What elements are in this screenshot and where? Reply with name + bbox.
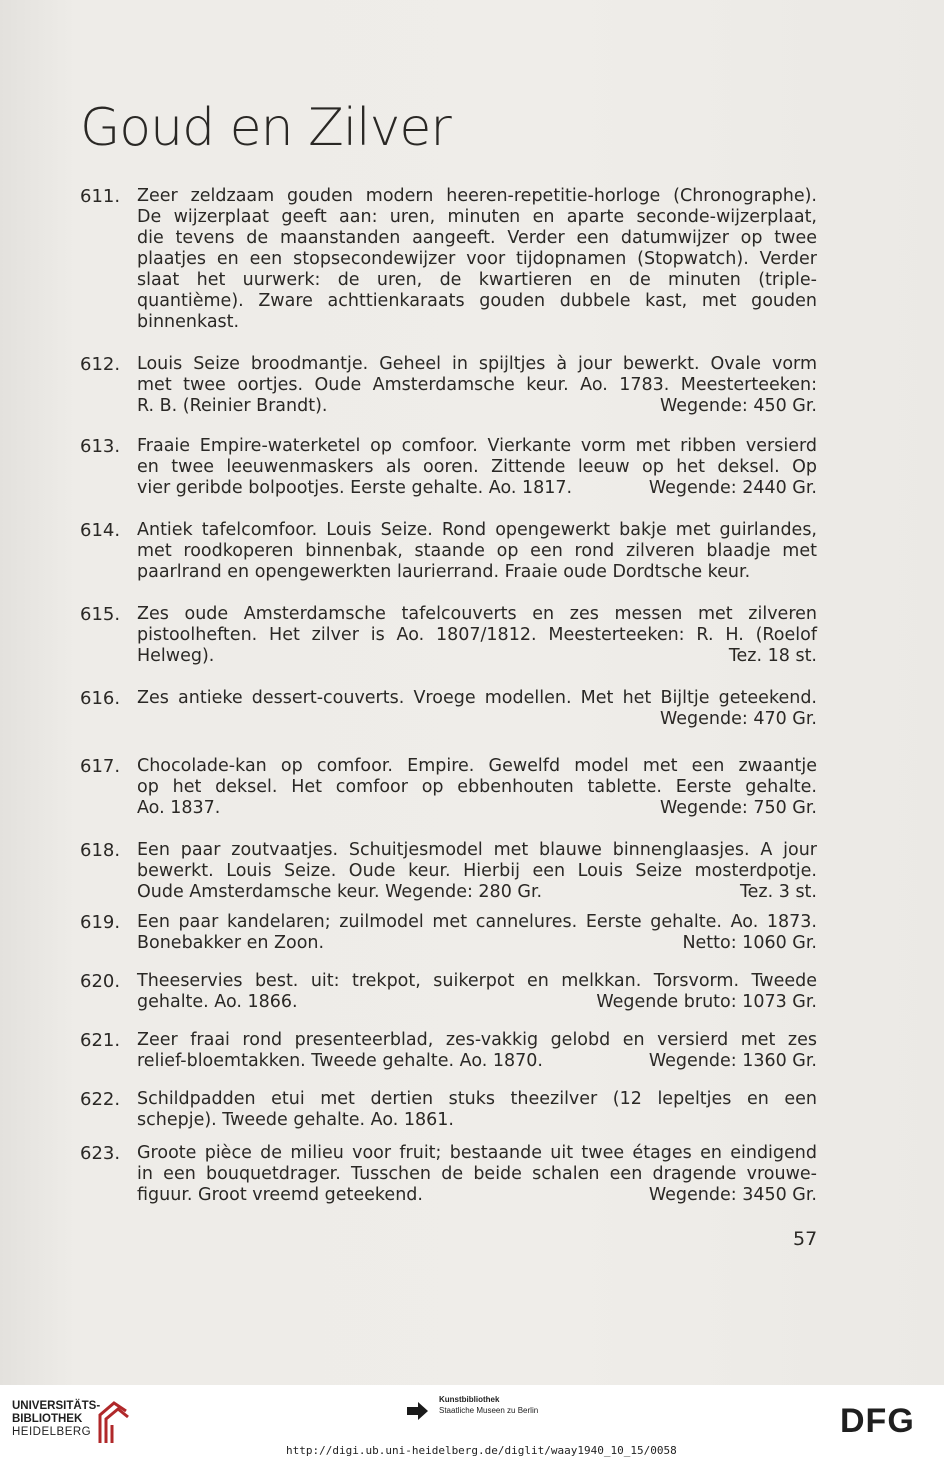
entry-number: 623.	[80, 1143, 121, 1164]
entry-number: 616.	[80, 688, 121, 709]
university-library-label	[12, 1400, 100, 1439]
entry-text-line: De wijzerplaat geeft aan: uren, minuten en aparte seconde-wijzerplaat,	[137, 207, 817, 227]
entry-number: 622.	[80, 1089, 121, 1110]
university-logo-icon	[96, 1399, 132, 1447]
entry-text-line: Schildpadden etui met dertien stuks theezilver (12 lepeltjes en een	[137, 1089, 817, 1109]
entry-text-line: Een paar zoutvaatjes. Schuitjesmodel met blauwe binnenglaasjes. A jour	[137, 840, 817, 860]
page-title: Goud en Zilver	[80, 98, 451, 158]
entry-text-line: Chocolade-kan op comfoor. Empire. Gewelfd model met een zwaantje	[137, 756, 817, 776]
entry-weight: Netto: 1060 Gr.	[682, 933, 817, 953]
entry-number: 620.	[80, 971, 121, 992]
entry-text-line: met twee oortjes. Oude Amsterdamsche keur. Ao. 1783. Meesterteeken:	[137, 375, 817, 395]
entry-text-line: en twee leeuwenmaskers als ooren. Zittende leeuw op het deksel. Op	[137, 457, 817, 477]
entry-text-line: die tevens de maanstanden aangeeft. Verder een datumwijzer op twee	[137, 228, 817, 248]
entry-weight: Wegende: 2440 Gr.	[648, 478, 817, 498]
entry-weight: Tez. 3 st.	[739, 882, 817, 902]
entry-number: 615.	[80, 604, 121, 625]
entry-text-line: plaatjes en een stopsecondewijzer voor tijdopnamen (Stopwatch). Verder	[137, 249, 817, 269]
kunstbibliothek-label	[439, 1394, 538, 1416]
entry-number: 617.	[80, 756, 121, 777]
entry-text-line: Zeer zeldzaam gouden modern heeren-repetitie-horloge (Chronographe).	[137, 186, 817, 206]
entry-text-line: Fraaie Empire-waterketel op comfoor. Vierkante vorm met ribben versierd	[137, 436, 817, 456]
entry-text-line: R. B. (Reinier Brandt).	[137, 396, 328, 416]
entry-number: 619.	[80, 912, 121, 933]
university-line3: HEIDELBERG	[12, 1426, 92, 1438]
entry-weight: Wegende: 3450 Gr.	[648, 1185, 817, 1205]
university-line2: BIBLIOTHEK	[12, 1413, 83, 1425]
entry-text-line: Zeer fraai rond presenteerblad, zes-vakkig gelobd en versierd met zes	[137, 1030, 817, 1050]
entry-text-line: relief-bloemtakken. Tweede gehalte. Ao. 1870.	[137, 1051, 543, 1071]
entry-text-line: Antiek tafelcomfoor. Louis Seize. Rond opengewerkt bakje met guirlandes,	[137, 520, 817, 540]
entry-text-line: binnenkast.	[137, 312, 240, 332]
university-line1: UNIVERSITÄTS-	[12, 1400, 101, 1412]
kb-line2: Staatliche Museen zu Berlin	[439, 1406, 539, 1415]
entry-number: 613.	[80, 436, 121, 457]
entry-text-line: op het deksel. Het comfoor op ebbenhouten tablette. Eerste gehalte.	[137, 777, 817, 797]
entry-number: 621.	[80, 1030, 121, 1051]
footer-bar	[0, 1385, 944, 1461]
entry-text-line: slaat het uurwerk: de uren, de kwartieren en de minuten (triple-	[137, 270, 817, 290]
page-number: 57	[793, 1228, 818, 1250]
entry-weight: Wegende: 450 Gr.	[659, 396, 817, 416]
entry-text-line: bewerkt. Louis Seize. Oude keur. Hierbij een Louis Seize mosterdpotje.	[137, 861, 817, 881]
entry-number: 614.	[80, 520, 121, 541]
entry-text-line: schepje). Tweede gehalte. Ao. 1861.	[137, 1110, 454, 1130]
entry-text-line: Ao. 1837.	[137, 798, 221, 818]
entry-weight: Tez. 18 st.	[728, 646, 817, 666]
entry-text-line: pistoolheften. Het zilver is Ao. 1807/1812. Meesterteeken: R. H. (Roelof	[137, 625, 817, 645]
entry-text-line: gehalte. Ao. 1866.	[137, 992, 298, 1012]
entry-text-line: Groote pièce de milieu voor fruit; bestaande uit twee étages en eindigend	[137, 1143, 817, 1163]
entry-weight: Wegende bruto: 1073 Gr.	[596, 992, 817, 1012]
entry-text-line: figuur. Groot vreemd geteekend.	[137, 1185, 423, 1205]
entry-number: 612.	[80, 354, 121, 375]
entry-weight: Wegende: 470 Gr.	[659, 709, 817, 729]
entry-text-line: Louis Seize broodmantje. Geheel in spijltjes à jour bewerkt. Ovale vorm	[137, 354, 817, 374]
entry-text-line: paarlrand en opengewerkten laurierrand. Fraaie oude Dordtsche keur.	[137, 562, 751, 582]
kb-line1: Kunstbibliothek	[439, 1395, 500, 1404]
entry-text-line: Een paar kandelaren; zuilmodel met cannelures. Eerste gehalte. Ao. 1873.	[137, 912, 817, 932]
entry-weight: Wegende: 1360 Gr.	[648, 1051, 817, 1071]
source-url[interactable]: http://digi.ub.uni-heidelberg.de/diglit/waay1940_10_15/0058	[286, 1444, 677, 1457]
entry-text-line: Zes oude Amsterdamsche tafelcouverts en zes messen met zilveren	[137, 604, 817, 624]
entry-number: 611.	[80, 186, 121, 207]
entry-text-line: Helweg).	[137, 646, 215, 666]
dfg-logo: DFG	[840, 1402, 915, 1440]
kunstbibliothek-logo-icon	[404, 1399, 432, 1425]
entry-text-line: in een bouquetdrager. Tusschen de beide schalen een dragende vrouwe-	[137, 1164, 817, 1184]
entry-number: 618.	[80, 840, 121, 861]
entry-weight: Wegende: 750 Gr.	[659, 798, 817, 818]
entry-text-line: met roodkoperen binnenbak, staande op een rond zilveren blaadje met	[137, 541, 817, 561]
entry-text-line: Bonebakker en Zoon.	[137, 933, 325, 953]
entry-text-line: Zes antieke dessert-couverts. Vroege modellen. Met het Bijltje geteekend.	[137, 688, 817, 708]
entry-text-line: Theeservies best. uit: trekpot, suikerpot en melkkan. Torsvorm. Tweede	[137, 971, 817, 991]
entry-text-line: quantième). Zware achttienkaraats gouden dubbele kast, met gouden	[137, 291, 817, 311]
entry-text-line: vier geribde bolpootjes. Eerste gehalte. Ao. 1817.	[137, 478, 573, 498]
entry-text-line: Oude Amsterdamsche keur. Wegende: 280 Gr.	[137, 882, 543, 902]
